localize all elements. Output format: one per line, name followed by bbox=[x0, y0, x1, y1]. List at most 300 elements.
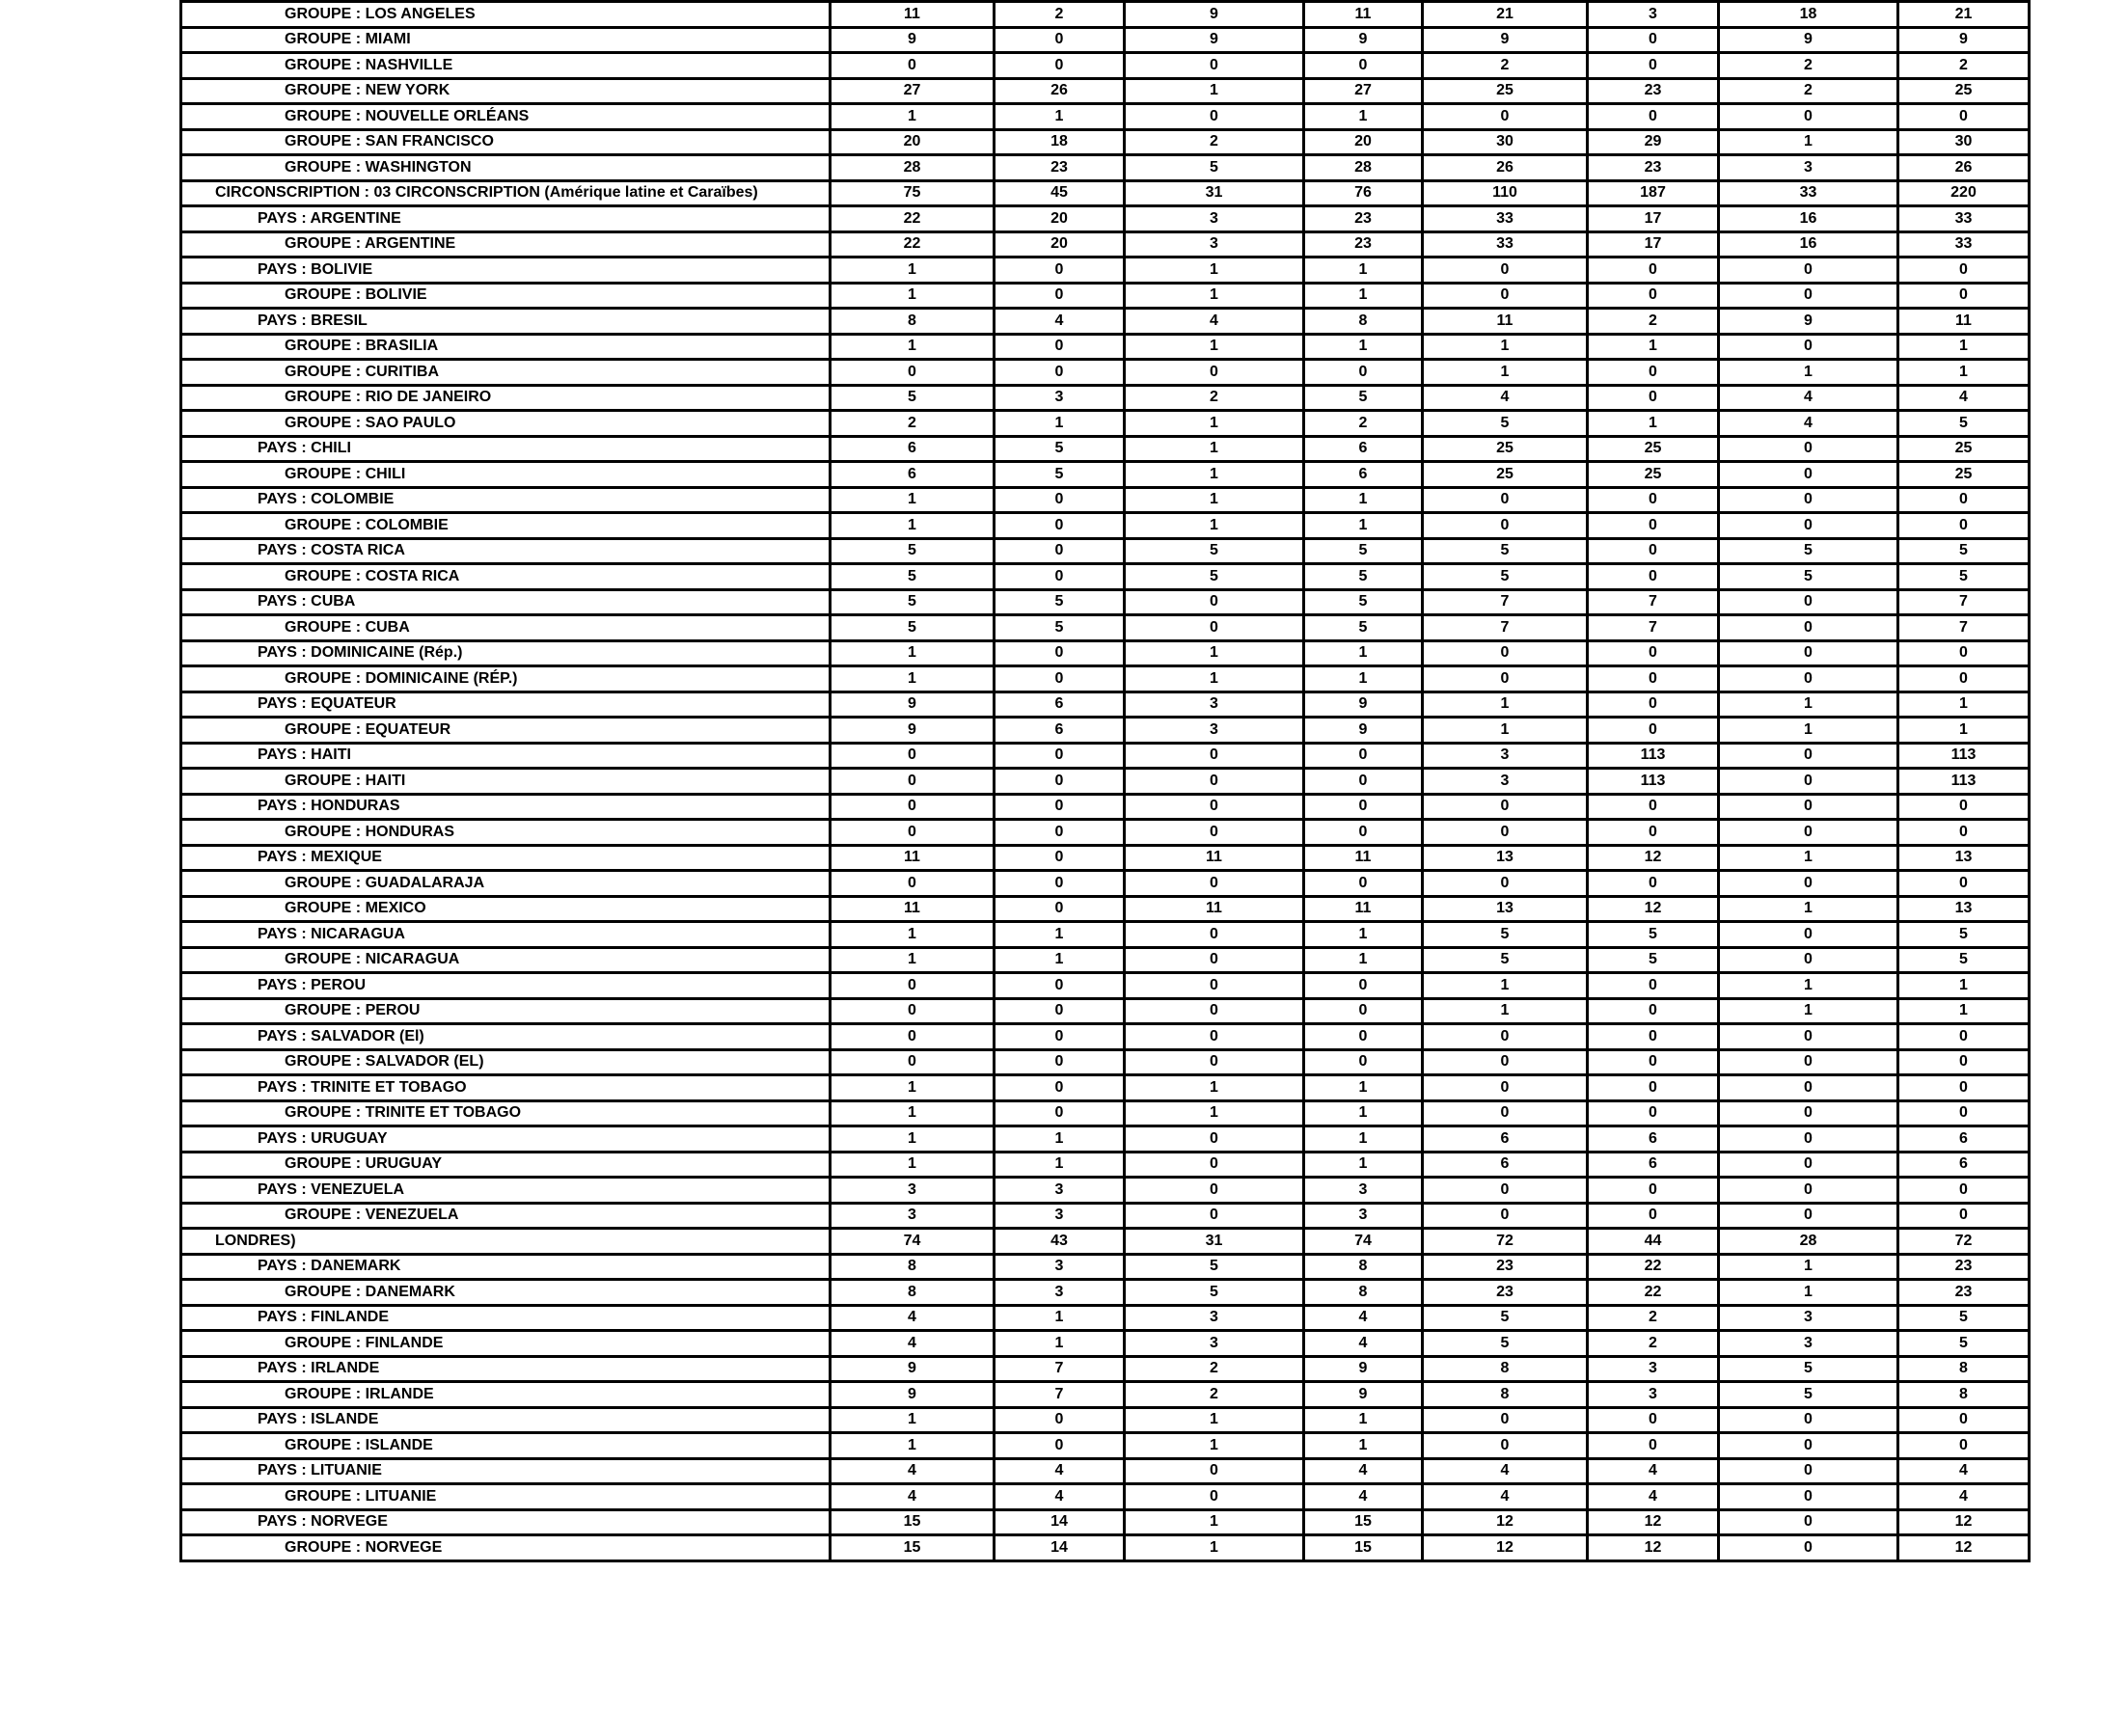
table-cell: 5 bbox=[1423, 538, 1588, 564]
table-cell: 3 bbox=[1719, 155, 1898, 181]
table-row-groupe bbox=[181, 411, 2030, 437]
table-cell: 0 bbox=[995, 360, 1125, 386]
table-row-pays bbox=[181, 1024, 2030, 1050]
table-cell: 9 bbox=[831, 692, 995, 718]
table-row-circ bbox=[181, 180, 2030, 206]
table-row-groupe bbox=[181, 78, 2030, 104]
table-cell: 3 bbox=[995, 1178, 1125, 1204]
table-cell: 13 bbox=[1423, 845, 1588, 871]
table-cell: 3 bbox=[1125, 1305, 1304, 1331]
table-cell: 44 bbox=[1588, 1229, 1719, 1255]
table-cell: 72 bbox=[1423, 1229, 1588, 1255]
table-cell: 33 bbox=[1898, 231, 2030, 258]
table-cell: 0 bbox=[1423, 794, 1588, 820]
table-cell: 1 bbox=[1125, 666, 1304, 692]
table-cell: 1 bbox=[831, 1152, 995, 1178]
table-cell: 0 bbox=[1719, 1433, 1898, 1459]
table-cell: 0 bbox=[1588, 794, 1719, 820]
table-cell: 1 bbox=[1898, 360, 2030, 386]
table-cell: 0 bbox=[1719, 820, 1898, 846]
table-cell: 0 bbox=[995, 283, 1125, 309]
table-cell: 0 bbox=[1423, 666, 1588, 692]
table-cell: 1 bbox=[1304, 947, 1423, 973]
row-label: GROUPE : NICARAGUA bbox=[181, 947, 831, 973]
table-cell: 11 bbox=[1304, 845, 1423, 871]
table-cell: 5 bbox=[1423, 1331, 1588, 1357]
row-label: GROUPE : SAO PAULO bbox=[181, 411, 831, 437]
table-cell: 113 bbox=[1588, 769, 1719, 795]
table-cell: 1 bbox=[1125, 334, 1304, 360]
table-cell: 4 bbox=[1423, 385, 1588, 411]
table-cell: 7 bbox=[1588, 615, 1719, 641]
row-label: GROUPE : LOS ANGELES bbox=[181, 2, 831, 28]
table-cell: 0 bbox=[1719, 1100, 1898, 1126]
table-cell: 30 bbox=[1898, 129, 2030, 155]
table-cell: 26 bbox=[1898, 155, 2030, 181]
table-cell: 0 bbox=[1588, 385, 1719, 411]
table-row-groupe bbox=[181, 462, 2030, 488]
table-cell: 1 bbox=[831, 334, 995, 360]
table-row-circ bbox=[181, 1229, 2030, 1255]
table-cell: 0 bbox=[1898, 487, 2030, 513]
table-cell: 4 bbox=[1304, 1305, 1423, 1331]
table-cell: 0 bbox=[995, 1075, 1125, 1101]
table-row-groupe bbox=[181, 769, 2030, 795]
table-cell: 1 bbox=[831, 283, 995, 309]
table-cell: 5 bbox=[1898, 922, 2030, 948]
table-cell: 9 bbox=[1304, 692, 1423, 718]
table-cell: 1 bbox=[1304, 1126, 1423, 1153]
table-cell: 2 bbox=[1719, 53, 1898, 79]
table-cell: 45 bbox=[995, 180, 1125, 206]
table-cell: 0 bbox=[1125, 1203, 1304, 1229]
table-cell: 22 bbox=[831, 231, 995, 258]
table-cell: 0 bbox=[1125, 1484, 1304, 1510]
table-cell: 1 bbox=[1125, 487, 1304, 513]
table-cell: 1 bbox=[995, 922, 1125, 948]
table-cell: 187 bbox=[1588, 180, 1719, 206]
table-cell: 25 bbox=[1588, 436, 1719, 462]
table-cell: 1 bbox=[1125, 1433, 1304, 1459]
table-cell: 220 bbox=[1898, 180, 2030, 206]
table-cell: 0 bbox=[831, 998, 995, 1024]
table-cell: 5 bbox=[1898, 538, 2030, 564]
table-cell: 23 bbox=[1304, 231, 1423, 258]
table-cell: 9 bbox=[831, 1356, 995, 1382]
row-label: PAYS : TRINITE ET TOBAGO bbox=[181, 1075, 831, 1101]
table-row-pays bbox=[181, 1305, 2030, 1331]
table-cell: 0 bbox=[1898, 283, 2030, 309]
table-cell: 1 bbox=[995, 1305, 1125, 1331]
table-cell: 0 bbox=[1898, 1178, 2030, 1204]
table-cell: 27 bbox=[1304, 78, 1423, 104]
table-cell: 3 bbox=[831, 1178, 995, 1204]
table-cell: 2 bbox=[1423, 53, 1588, 79]
table-cell: 12 bbox=[1588, 1535, 1719, 1561]
table-cell: 1 bbox=[831, 947, 995, 973]
table-cell: 4 bbox=[995, 1458, 1125, 1484]
table-cell: 11 bbox=[1304, 2, 1423, 28]
table-cell: 25 bbox=[1898, 462, 2030, 488]
table-cell: 0 bbox=[1125, 53, 1304, 79]
table-cell: 1 bbox=[1423, 360, 1588, 386]
table-cell: 31 bbox=[1125, 1229, 1304, 1255]
table-row-groupe bbox=[181, 615, 2030, 641]
table-cell: 1 bbox=[995, 1331, 1125, 1357]
table-cell: 1 bbox=[1423, 718, 1588, 744]
table-cell: 0 bbox=[1719, 1509, 1898, 1535]
table-cell: 1 bbox=[831, 1075, 995, 1101]
table-cell: 12 bbox=[1588, 845, 1719, 871]
table-cell: 1 bbox=[1898, 718, 2030, 744]
table-cell: 3 bbox=[1423, 743, 1588, 769]
row-label: GROUPE : BRASILIA bbox=[181, 334, 831, 360]
table-cell: 1 bbox=[831, 1433, 995, 1459]
table-cell: 0 bbox=[1719, 794, 1898, 820]
row-label: GROUPE : BOLIVIE bbox=[181, 283, 831, 309]
table-cell: 4 bbox=[831, 1484, 995, 1510]
table-cell: 25 bbox=[1423, 462, 1588, 488]
table-cell: 4 bbox=[1304, 1484, 1423, 1510]
table-cell: 3 bbox=[1125, 206, 1304, 232]
table-cell: 2 bbox=[1125, 1356, 1304, 1382]
table-cell: 0 bbox=[1898, 1433, 2030, 1459]
table-cell: 4 bbox=[1898, 1484, 2030, 1510]
table-cell: 1 bbox=[1719, 998, 1898, 1024]
table-cell: 3 bbox=[995, 385, 1125, 411]
table-cell: 0 bbox=[831, 820, 995, 846]
table-cell: 1 bbox=[1719, 1280, 1898, 1306]
table-cell: 0 bbox=[1125, 820, 1304, 846]
table-cell: 0 bbox=[1304, 743, 1423, 769]
table-cell: 0 bbox=[1898, 1100, 2030, 1126]
row-label: PAYS : LITUANIE bbox=[181, 1458, 831, 1484]
table-body bbox=[181, 2, 2030, 1561]
table-cell: 1 bbox=[1719, 129, 1898, 155]
table-cell: 5 bbox=[831, 564, 995, 590]
table-cell: 5 bbox=[1125, 155, 1304, 181]
table-cell: 3 bbox=[1125, 1331, 1304, 1357]
table-cell: 1 bbox=[995, 104, 1125, 130]
table-cell: 9 bbox=[1304, 27, 1423, 53]
table-cell: 1 bbox=[1125, 1075, 1304, 1101]
table-cell: 1 bbox=[995, 947, 1125, 973]
table-cell: 2 bbox=[1125, 129, 1304, 155]
row-label: GROUPE : GUADALARAJA bbox=[181, 871, 831, 897]
table-row-pays bbox=[181, 1356, 2030, 1382]
table-cell: 20 bbox=[995, 231, 1125, 258]
table-cell: 2 bbox=[1304, 411, 1423, 437]
table-cell: 1 bbox=[1588, 411, 1719, 437]
table-cell: 5 bbox=[831, 589, 995, 615]
table-cell: 5 bbox=[995, 462, 1125, 488]
table-cell: 0 bbox=[1898, 640, 2030, 666]
table-cell: 0 bbox=[1423, 820, 1588, 846]
table-cell: 0 bbox=[1125, 947, 1304, 973]
table-cell: 21 bbox=[1898, 2, 2030, 28]
table-cell: 1 bbox=[1304, 922, 1423, 948]
row-label: GROUPE : SAN FRANCISCO bbox=[181, 129, 831, 155]
table-row-groupe bbox=[181, 1484, 2030, 1510]
row-label: GROUPE : COLOMBIE bbox=[181, 513, 831, 539]
row-label: PAYS : MEXIQUE bbox=[181, 845, 831, 871]
table-cell: 0 bbox=[995, 1024, 1125, 1050]
row-label: PAYS : COSTA RICA bbox=[181, 538, 831, 564]
row-label: LONDRES) bbox=[181, 1229, 831, 1255]
table-cell: 5 bbox=[1719, 564, 1898, 590]
table-cell: 6 bbox=[1898, 1152, 2030, 1178]
row-label: GROUPE : NEW YORK bbox=[181, 78, 831, 104]
table-cell: 1 bbox=[1719, 718, 1898, 744]
table-row-pays bbox=[181, 1509, 2030, 1535]
table-cell: 9 bbox=[831, 1382, 995, 1408]
table-cell: 0 bbox=[1125, 743, 1304, 769]
table-cell: 4 bbox=[1588, 1458, 1719, 1484]
table-cell: 0 bbox=[995, 564, 1125, 590]
table-cell: 23 bbox=[1588, 78, 1719, 104]
table-cell: 25 bbox=[1423, 78, 1588, 104]
table-cell: 22 bbox=[1588, 1280, 1719, 1306]
row-label: GROUPE : HAITI bbox=[181, 769, 831, 795]
table-cell: 0 bbox=[995, 666, 1125, 692]
row-label: PAYS : NICARAGUA bbox=[181, 922, 831, 948]
table-cell: 0 bbox=[1125, 769, 1304, 795]
table-cell: 0 bbox=[1304, 973, 1423, 999]
table-cell: 0 bbox=[831, 360, 995, 386]
table-cell: 2 bbox=[1588, 1331, 1719, 1357]
table-cell: 30 bbox=[1423, 129, 1588, 155]
table-cell: 1 bbox=[1304, 1100, 1423, 1126]
table-cell: 7 bbox=[1588, 589, 1719, 615]
table-cell: 5 bbox=[1304, 385, 1423, 411]
row-label: PAYS : EQUATEUR bbox=[181, 692, 831, 718]
table-cell: 0 bbox=[995, 845, 1125, 871]
table-cell: 7 bbox=[1898, 589, 2030, 615]
table-cell: 0 bbox=[1719, 615, 1898, 641]
table-cell: 0 bbox=[1304, 360, 1423, 386]
table-cell: 4 bbox=[831, 1305, 995, 1331]
table-cell: 0 bbox=[995, 538, 1125, 564]
table-cell: 28 bbox=[831, 155, 995, 181]
table-cell: 0 bbox=[1588, 538, 1719, 564]
table-cell: 1 bbox=[1125, 1535, 1304, 1561]
table-cell: 13 bbox=[1423, 896, 1588, 922]
table-row-groupe bbox=[181, 1382, 2030, 1408]
table-row-groupe bbox=[181, 1203, 2030, 1229]
row-label: PAYS : COLOMBIE bbox=[181, 487, 831, 513]
table-cell: 43 bbox=[995, 1229, 1125, 1255]
table-cell: 12 bbox=[1588, 1509, 1719, 1535]
table-cell: 0 bbox=[1898, 1024, 2030, 1050]
table-cell: 11 bbox=[831, 896, 995, 922]
table-cell: 110 bbox=[1423, 180, 1588, 206]
table-cell: 6 bbox=[1423, 1152, 1588, 1178]
table-cell: 9 bbox=[1125, 27, 1304, 53]
table-row-groupe bbox=[181, 1049, 2030, 1075]
table-row-groupe bbox=[181, 231, 2030, 258]
table-row-pays bbox=[181, 1126, 2030, 1153]
table-cell: 9 bbox=[1898, 27, 2030, 53]
table-cell: 11 bbox=[1125, 845, 1304, 871]
table-cell: 6 bbox=[831, 462, 995, 488]
table-cell: 5 bbox=[1125, 564, 1304, 590]
table-cell: 3 bbox=[1719, 1305, 1898, 1331]
row-label: GROUPE : SALVADOR (EL) bbox=[181, 1049, 831, 1075]
row-label: GROUPE : VENEZUELA bbox=[181, 1203, 831, 1229]
table-cell: 5 bbox=[1898, 411, 2030, 437]
table-cell: 23 bbox=[995, 155, 1125, 181]
table-cell: 0 bbox=[1719, 1535, 1898, 1561]
table-cell: 0 bbox=[1423, 104, 1588, 130]
table-cell: 113 bbox=[1898, 743, 2030, 769]
table-row-pays bbox=[181, 1075, 2030, 1101]
table-cell: 72 bbox=[1898, 1229, 2030, 1255]
row-label: GROUPE : LITUANIE bbox=[181, 1484, 831, 1510]
table-row-pays bbox=[181, 640, 2030, 666]
table-cell: 1 bbox=[1719, 360, 1898, 386]
table-cell: 16 bbox=[1719, 206, 1898, 232]
table-cell: 15 bbox=[831, 1509, 995, 1535]
table-cell: 1 bbox=[1423, 973, 1588, 999]
table-cell: 4 bbox=[1719, 385, 1898, 411]
table-cell: 5 bbox=[1423, 922, 1588, 948]
table-cell: 17 bbox=[1588, 231, 1719, 258]
table-cell: 0 bbox=[1719, 487, 1898, 513]
table-cell: 0 bbox=[1125, 1152, 1304, 1178]
table-cell: 74 bbox=[831, 1229, 995, 1255]
table-cell: 5 bbox=[1125, 1280, 1304, 1306]
table-row-groupe bbox=[181, 666, 2030, 692]
row-label: PAYS : BOLIVIE bbox=[181, 258, 831, 284]
table-cell: 3 bbox=[1588, 1356, 1719, 1382]
table-cell: 0 bbox=[1588, 1049, 1719, 1075]
table-cell: 5 bbox=[1423, 564, 1588, 590]
table-row-groupe bbox=[181, 155, 2030, 181]
table-cell: 0 bbox=[1588, 820, 1719, 846]
table-cell: 9 bbox=[1304, 1356, 1423, 1382]
table-cell: 0 bbox=[831, 871, 995, 897]
table-cell: 16 bbox=[1719, 231, 1898, 258]
table-cell: 0 bbox=[995, 487, 1125, 513]
table-row-pays bbox=[181, 973, 2030, 999]
table-row-pays bbox=[181, 794, 2030, 820]
table-cell: 1 bbox=[1719, 973, 1898, 999]
table-cell: 5 bbox=[995, 615, 1125, 641]
row-label: GROUPE : CURITIBA bbox=[181, 360, 831, 386]
row-label: GROUPE : TRINITE ET TOBAGO bbox=[181, 1100, 831, 1126]
table-cell: 17 bbox=[1588, 206, 1719, 232]
table-cell: 1 bbox=[831, 258, 995, 284]
row-label: PAYS : DANEMARK bbox=[181, 1254, 831, 1280]
table-cell: 0 bbox=[1588, 692, 1719, 718]
table-cell: 0 bbox=[995, 27, 1125, 53]
table-cell: 0 bbox=[995, 513, 1125, 539]
table-cell: 0 bbox=[1125, 1049, 1304, 1075]
table-cell: 0 bbox=[1719, 743, 1898, 769]
table-row-groupe bbox=[181, 1100, 2030, 1126]
table-cell: 23 bbox=[1423, 1280, 1588, 1306]
table-cell: 0 bbox=[1423, 871, 1588, 897]
table-cell: 5 bbox=[995, 589, 1125, 615]
table-cell: 8 bbox=[831, 309, 995, 335]
table-cell: 4 bbox=[1125, 309, 1304, 335]
table-cell: 4 bbox=[995, 309, 1125, 335]
table-cell: 15 bbox=[1304, 1509, 1423, 1535]
table-cell: 1 bbox=[1898, 973, 2030, 999]
table-cell: 0 bbox=[1898, 1049, 2030, 1075]
table-cell: 1 bbox=[1125, 462, 1304, 488]
table-row-groupe bbox=[181, 1433, 2030, 1459]
table-cell: 9 bbox=[1125, 2, 1304, 28]
table-cell: 1 bbox=[831, 1407, 995, 1433]
row-label: GROUPE : IRLANDE bbox=[181, 1382, 831, 1408]
row-label: PAYS : PEROU bbox=[181, 973, 831, 999]
table-cell: 2 bbox=[1588, 1305, 1719, 1331]
table-cell: 18 bbox=[995, 129, 1125, 155]
table-row-groupe bbox=[181, 998, 2030, 1024]
table-cell: 1 bbox=[995, 1152, 1125, 1178]
table-cell: 23 bbox=[1588, 155, 1719, 181]
table-cell: 9 bbox=[1423, 27, 1588, 53]
table-cell: 8 bbox=[1898, 1382, 2030, 1408]
table-row-groupe bbox=[181, 871, 2030, 897]
table-row-pays bbox=[181, 743, 2030, 769]
table-cell: 1 bbox=[831, 1126, 995, 1153]
table-cell: 0 bbox=[1304, 998, 1423, 1024]
table-cell: 0 bbox=[995, 973, 1125, 999]
table-cell: 1 bbox=[1304, 258, 1423, 284]
table-cell: 5 bbox=[1898, 1305, 2030, 1331]
row-label: PAYS : HONDURAS bbox=[181, 794, 831, 820]
table-cell: 5 bbox=[1125, 538, 1304, 564]
table-row-groupe bbox=[181, 820, 2030, 846]
table-cell: 1 bbox=[1304, 1075, 1423, 1101]
table-cell: 4 bbox=[1423, 1484, 1588, 1510]
table-cell: 12 bbox=[1898, 1509, 2030, 1535]
table-cell: 1 bbox=[1423, 334, 1588, 360]
table-cell: 0 bbox=[1125, 1126, 1304, 1153]
table-row-pays bbox=[181, 845, 2030, 871]
table-cell: 1 bbox=[1304, 640, 1423, 666]
table-cell: 3 bbox=[1304, 1203, 1423, 1229]
table-row-pays bbox=[181, 538, 2030, 564]
table-cell: 0 bbox=[995, 769, 1125, 795]
table-cell: 1 bbox=[1125, 1407, 1304, 1433]
table-cell: 21 bbox=[1423, 2, 1588, 28]
table-cell: 3 bbox=[1125, 718, 1304, 744]
table-cell: 0 bbox=[1588, 27, 1719, 53]
table-cell: 3 bbox=[1588, 2, 1719, 28]
table-cell: 1 bbox=[1304, 513, 1423, 539]
table-row-pays bbox=[181, 1407, 2030, 1433]
table-cell: 0 bbox=[1125, 998, 1304, 1024]
table-cell: 0 bbox=[1898, 513, 2030, 539]
table-cell: 0 bbox=[1719, 1152, 1898, 1178]
table-cell: 5 bbox=[1125, 1254, 1304, 1280]
table-cell: 0 bbox=[995, 743, 1125, 769]
table-cell: 2 bbox=[1125, 385, 1304, 411]
row-label: GROUPE : WASHINGTON bbox=[181, 155, 831, 181]
table-cell: 23 bbox=[1898, 1280, 2030, 1306]
table-cell: 1 bbox=[1125, 283, 1304, 309]
table-cell: 8 bbox=[831, 1280, 995, 1306]
table-cell: 4 bbox=[1898, 385, 2030, 411]
table-cell: 11 bbox=[1898, 309, 2030, 335]
table-cell: 0 bbox=[1588, 258, 1719, 284]
table-cell: 0 bbox=[831, 1024, 995, 1050]
table-row-pays bbox=[181, 436, 2030, 462]
table-cell: 0 bbox=[995, 1049, 1125, 1075]
